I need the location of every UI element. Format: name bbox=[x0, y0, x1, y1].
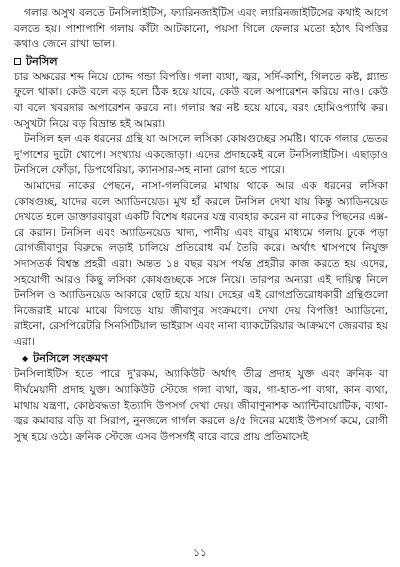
intro-paragraph: গলার অসুখ বলতে টনসিলাইটিস, ফ্যারিনজাইটিস এবং ল্যারিনজাইটিসের কথাই আগে বলতে হয়। পাশাপাশি গলায় কাঁটা আটকানো, পয়সা গিলে ফেলার মতো হঠাৎ বিপত্তির কথাও জেনে রাখা ভাল। bbox=[14, 7, 388, 51]
infection-paragraph-1: টনসিলাইটিস হতে পারে দু'রকম, অ্যাকিউট অর্থাৎ তীব্র প্রদাহ যুক্ত এবং ক্রনিক বা দীর্ঘমেয়াদী প্রদাহ যুক্ত। অ্যাকিউট স্টেজে গলা ব্যথা, জ্বর, গা-হাত-পা ব্যথা, কান ব্যথা, মাথায় যন্ত্রণা, কোষ্ঠবদ্ধতা ইত্যাদি উপসর্গ দেখা দেয়। জীবাণুনাশক অ্যান্টিবায়োটিক, ব্যথা-জ্বর কমাবার বড়ি বা সিরাপ, নুনজলে গার্গল করলে ৪/৫ দিনের মধ্যেই উপসর্গ কমে, রোগী সুস্থ হয়ে ওঠে। ক্রনিক স্টেজে এসব উপসর্গই বারে বারে প্রায় প্রতিমাসেই bbox=[14, 368, 388, 443]
diamond-bullet-icon: ◆ bbox=[22, 354, 29, 364]
tonsil-paragraph-3: আমাদের নাকের পেছনে, নাসা-গলবিলের মাথায় থাকে আর এক ধরনের লসিকা কোষগুচ্ছ, যাদের বলে অ্যাডিনয়েড। মুখ হাঁ করলে টনসিল দেখা যায় কিন্তু অ্যাডিনয়েড দেখতে হলে ডাক্তারবাবুরা একটি বিশেষ ধরনের যন্ত্র ব্যবহার করেন বা নাকের পিছনের এক্স-রে করান। টনসিল এবং অ্যাডিনয়েড খাদ্য, পানীয় এবং বায়ুর মাধ্যমে গলায় ঢুকে পড়া রোগজীবাণুর বিরুদ্ধে লড়াই চালিয়ে প্রতিরোধ বর্ম তৈরি করে। অর্থাৎ শ্বাসপথে নিযুক্ত সদাসতর্ক বিশ্বস্ত প্রহরী এরা। অন্তত ১৪ বছর বয়স পর্যন্ত প্রহরীর কাজ করতে হয় এদের, সহযোগী আরও কিছু লসিকা কোষগুচ্ছকে সঙ্গে নিয়ে। তারপর অন্যরা এই দায়িত্ব নিলে টনসিল ও অ্যাডিনয়েড আকারে ছোট হয়ে যায়। দেহের এই রোগপ্রতিরোধকারী গ্রন্থিগুলো নিজেরাই মাঝে মাঝে বিগড়ে যায় জীবাণুর সংক্রমণে। দেখা দেয় বিপত্তি! অ্যাডিনো, রাইনো, রেসপিরেটরি সিনসিটিয়াল ভাইরাস এবং নানা ব্যাকটেরিয়ার আক্রমণে জেরবার হয় এরা। bbox=[14, 179, 388, 348]
checkbox-square-icon bbox=[14, 58, 21, 65]
section-heading-infection bbox=[14, 351, 388, 367]
section-heading-tonsil-text: টনসিল bbox=[26, 54, 58, 68]
page-number: ১১ bbox=[193, 547, 207, 559]
tonsil-paragraph-1: চার অক্ষরের শব্দ নিয়ে চোদ্দ গন্ডা বিপত্তি। গলা ব্যথা, জ্বর, সর্দি-কাশি, গিলতে কষ্ট, গ্ল্যান্ড ফুলে থাকা। কেউ বলে বড় হলে ঠিক হয়ে যাবে, কেউ বলে অপারেশন করিয়ে নাও। কেউ বা বলে খবরদার অপারেশন করবে না। গলার স্বর নষ্ট হয়ে যাবে, বরং হোমিওপ্যাথি কর। অসুখটা নিয়ে বড় বিভ্রান্ত হই আমরা। bbox=[14, 70, 388, 130]
section-heading-infection-text: টনসিলে সংক্রমণ bbox=[33, 352, 108, 366]
section-heading-tonsil bbox=[14, 54, 388, 70]
tonsil-paragraph-2: টনসিল হল এক ধরনের গ্রন্থি যা আসলে লসিকা কোষগুচ্ছের সমষ্টি। থাকে গলার ভেতর দু'পাশের দুটো খোপে। সংখ্যায় একজোড়া। এদের প্রদাহকেই বলে টনসিলাইটিস। এছাড়াও টনসিলে ফোঁড়া, ডিপথেরিয়া, ক্যানসার-সহ নানা রোগ হতে পারে। bbox=[14, 133, 388, 177]
